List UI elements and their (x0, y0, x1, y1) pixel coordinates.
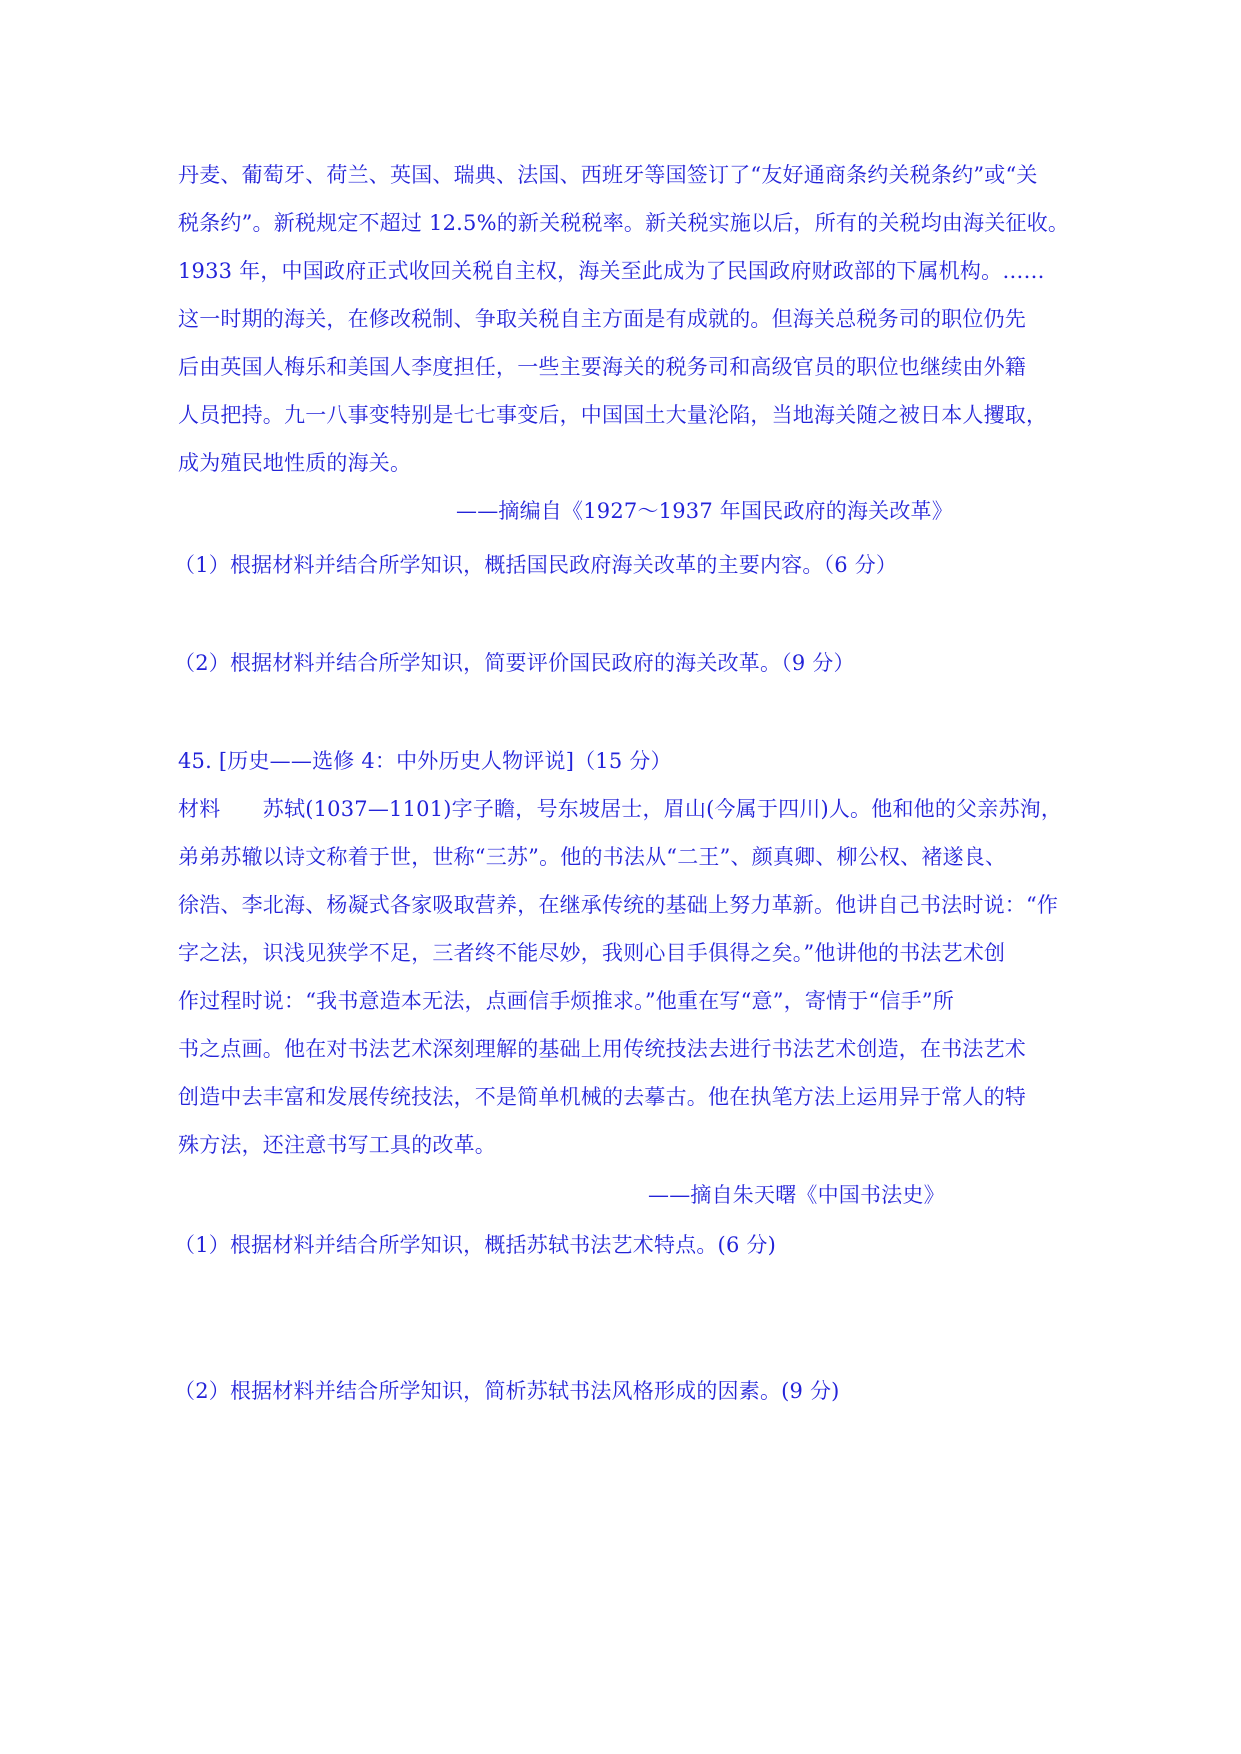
passage1-line-5: 后由英国人梅乐和美国人李度担任，一些主要海关的税务司和高级官员的职位也继续由外籍 (178, 355, 1026, 379)
passage1-question-1: （1）根据材料并结合所学知识，概括国民政府海关改革的主要内容。（6 分） (174, 553, 898, 577)
passage1-question-2: （2）根据材料并结合所学知识，简要评价国民政府的海关改革。（9 分） (174, 651, 855, 675)
q45-line-7: 创造中去丰富和发展传统技法，不是简单机械的去摹古。他在执笔方法上运用异于常人的特 (178, 1085, 1026, 1109)
q45-question-2: （2）根据材料并结合所学知识，简析苏轼书法风格形成的因素。(9 分) (174, 1379, 840, 1403)
q45-line-5: 作过程时说：“我书意造本无法，点画信手烦推求。”他重在写“意”，寄情于“信手”所 (178, 989, 954, 1013)
passage1-line-3: 1933 年，中国政府正式收回关税自主权，海关至此成为了民国政府财政部的下属机构。…… (178, 259, 1045, 283)
q45-question-1: （1）根据材料并结合所学知识，概括苏轼书法艺术特点。(6 分) (174, 1233, 776, 1257)
q45-line-6: 书之点画。他在对书法艺术深刻理解的基础上用传统技法去进行书法艺术创造，在书法艺术 (178, 1037, 1026, 1061)
passage1-line-4: 这一时期的海关，在修改税制、争取关税自主方面是有成就的。但海关总税务司的职位仍先 (178, 307, 1026, 331)
passage1-source: ——摘编自《1927～1937 年国民政府的海关改革》 (456, 499, 953, 523)
passage1-line-2: 税条约”。新税规定不超过 12.5%的新关税税率。新关税实施以后，所有的关税均由海关征收。 (178, 211, 1070, 235)
passage1-line-1: 丹麦、葡萄牙、荷兰、英国、瑞典、法国、西班牙等国签订了“友好通商条约关税条约”或“关 (178, 163, 1038, 187)
q45-line-2: 弟弟苏辙以诗文称着于世，世称“三苏”。他的书法从“二王”、颜真卿、柳公权、褚遂良、 (178, 845, 1007, 869)
passage1-line-6: 人员把持。九一八事变特别是七七事变后，中国国土大量沦陷，当地海关随之被日本人攫取， (178, 403, 1048, 427)
q45-heading: 45. [历史——选修 4：中外历史人物评说]（15 分） (178, 749, 672, 773)
q45-source: ——摘自朱天曙《中国书法史》 (648, 1183, 945, 1207)
q45-line-1: 材料 苏轼(1037—1101)字子瞻，号东坡居士，眉山(今属于四川)人。他和他的父亲苏洵， (178, 797, 1063, 821)
q45-line-4: 字之法，识浅见狭学不足，三者终不能尽妙，我则心目手俱得之矣。”他讲他的书法艺术创 (178, 941, 1006, 965)
passage1-line-7: 成为殖民地性质的海关。 (178, 451, 412, 475)
q45-line-8: 殊方法，还注意书写工具的改革。 (178, 1133, 496, 1157)
q45-line-3: 徐浩、李北海、杨凝式各家吸取营养，在继承传统的基础上努力革新。他讲自己书法时说：“作 (178, 893, 1059, 917)
